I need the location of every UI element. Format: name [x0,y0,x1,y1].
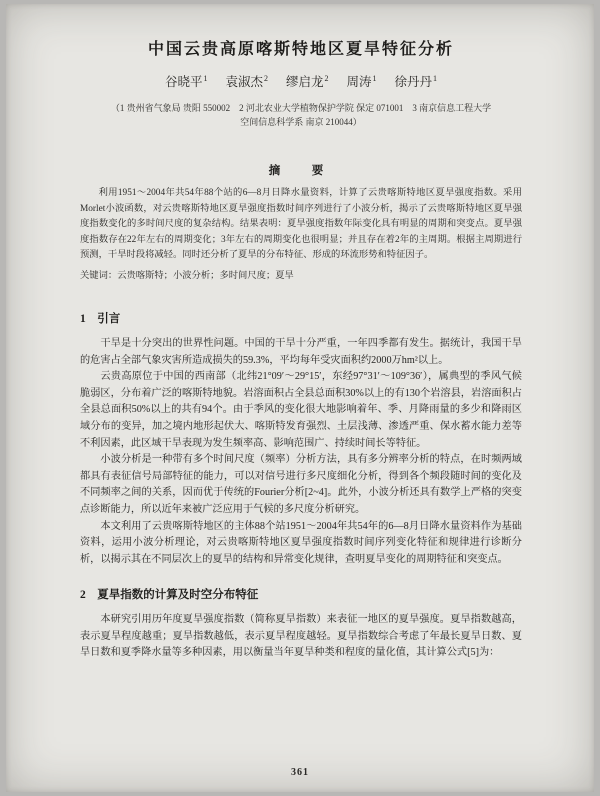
section-1-paragraph: 本文利用了云贵喀斯特地区的主体88个站1951～2004年共54年的6—8月日降水量资料作为基础资料，运用小波分析理论，对云贵喀斯特地区夏旱强度指数时间序列变化特征和规律进行诊断分析，以揭示其在不同层次上的夏旱的结构和异常变化规律，查明夏旱变化的周期特征和突变点。 [80,520,522,565]
affiliation-line: （1 贵州省气象局 贵阳 550002 2 河北农业大学植物保护学院 保定 071001 3 南京信息工程大学 [110,103,492,113]
section-1-heading: 1 引言 [80,312,121,325]
section-1-paragraph: 干旱是十分突出的世界性问题。中国的干旱十分严重，一年四季都有发生。据统计，我国干旱的危害占全部气象灾害所造成损失的59.3%，平均每年受灾面积约2000万hm²以上。 [80,337,522,366]
author-affiliation-marker: 1 [203,73,208,83]
scanned-paper-page [6,4,594,792]
page-content [6,4,594,662]
author-name: 周涛 [346,75,372,89]
author [225,75,268,89]
author-affiliation-marker: 2 [324,73,329,83]
author [286,75,329,89]
abstract-heading: 摘 要 [268,165,334,177]
author-name: 徐丹丹 [394,75,433,89]
section-1-paragraph: 小波分析是一种带有多个时间尺度（频率）分析方法，具有多分辨率分析的特点，在时频两域都具有表征信号局部特征的能力，可以对信号进行多尺度细化分析，得到各个频段随时间的变化及不同频率之间的关系，因而优于传统的Fourier分析[2~4]。此外，小波分析还具有数学上严格的突变点诊断能力，所以近年来被广泛应用于气候的多尺度分析研究。 [80,454,522,515]
author-list [80,72,522,90]
author-name: 谷晓平 [164,75,203,89]
author [165,75,208,89]
keywords-line: 关键词：云贵喀斯特；小波分析；多时间尺度；夏旱 [80,270,294,281]
author-affiliation-marker: 2 [263,73,268,83]
author [347,75,377,89]
affiliation-line: 空间信息科学系 南京 210044） [240,117,362,127]
affiliations [80,101,522,129]
author [395,75,438,89]
page-number: 361 [291,767,309,778]
author-affiliation-marker: 1 [372,73,377,83]
section-2-heading: 2 夏旱指数的计算及时空分布特征 [80,589,259,602]
section-2-paragraph: 本研究引用历年度夏旱强度指数（简称夏旱指数）来表征一地区的夏旱强度。夏旱指数越高，表示夏旱程度越重；夏旱指数越低，表示夏旱程度越轻。夏旱指数综合考虑了年最长夏旱日数、夏旱日数和夏季降水量等多种因素，用以衡量当年夏旱种类和程度的量化值，其计算公式[5]为： [80,614,522,659]
paper-title: 中国云贵高原喀斯特地区夏旱特征分析 [147,41,454,58]
author-name: 缪启龙 [285,75,324,89]
author-name: 袁淑杰 [225,75,263,89]
section-1-paragraph: 云贵高原位于中国的西南部（北纬21°09′～29°15′，东经97°31′～109°36′），属典型的季风气候脆弱区，分布着广泛的喀斯特地貌。岩溶面积占全县总面积30%以上的有130个岩溶县，岩溶面积占全县总面积50%以上的共有94个。由于季风的变化很大地影响着年、季、月降雨量的多少和降雨区域分布的变异，加之境内地形起伏大、喀斯特发育强烈、土层浅薄、渗透严重、保水蓄水能力差等不利因素，此区域干旱表现为发生频率高、影响范围广、持续时间长等特征。 [80,371,522,449]
abstract-text: 利用1951～2004年共54年88个站的6—8月日降水量资料，计算了云贵喀斯特地区夏旱强度指数。采用Morlet小波函数，对云贵喀斯特地区夏旱强度指数时间序列进行了小波分析，揭示了云贵喀斯特地区夏旱强度指数变化的多时间尺度的复杂结构。结果表明：夏旱强度指数年际变化具有明显的周期和突变点。夏旱强度指数存在22年左右的周期变化；3年左右的周期变化也很明显；并且存在着2年的主周期。根据主周期进行预测，干旱时段将减轻。同时还分析了夏旱的分布特征、形成的环流形势和特征因子。 [80,188,522,261]
author-affiliation-marker: 1 [433,73,438,83]
